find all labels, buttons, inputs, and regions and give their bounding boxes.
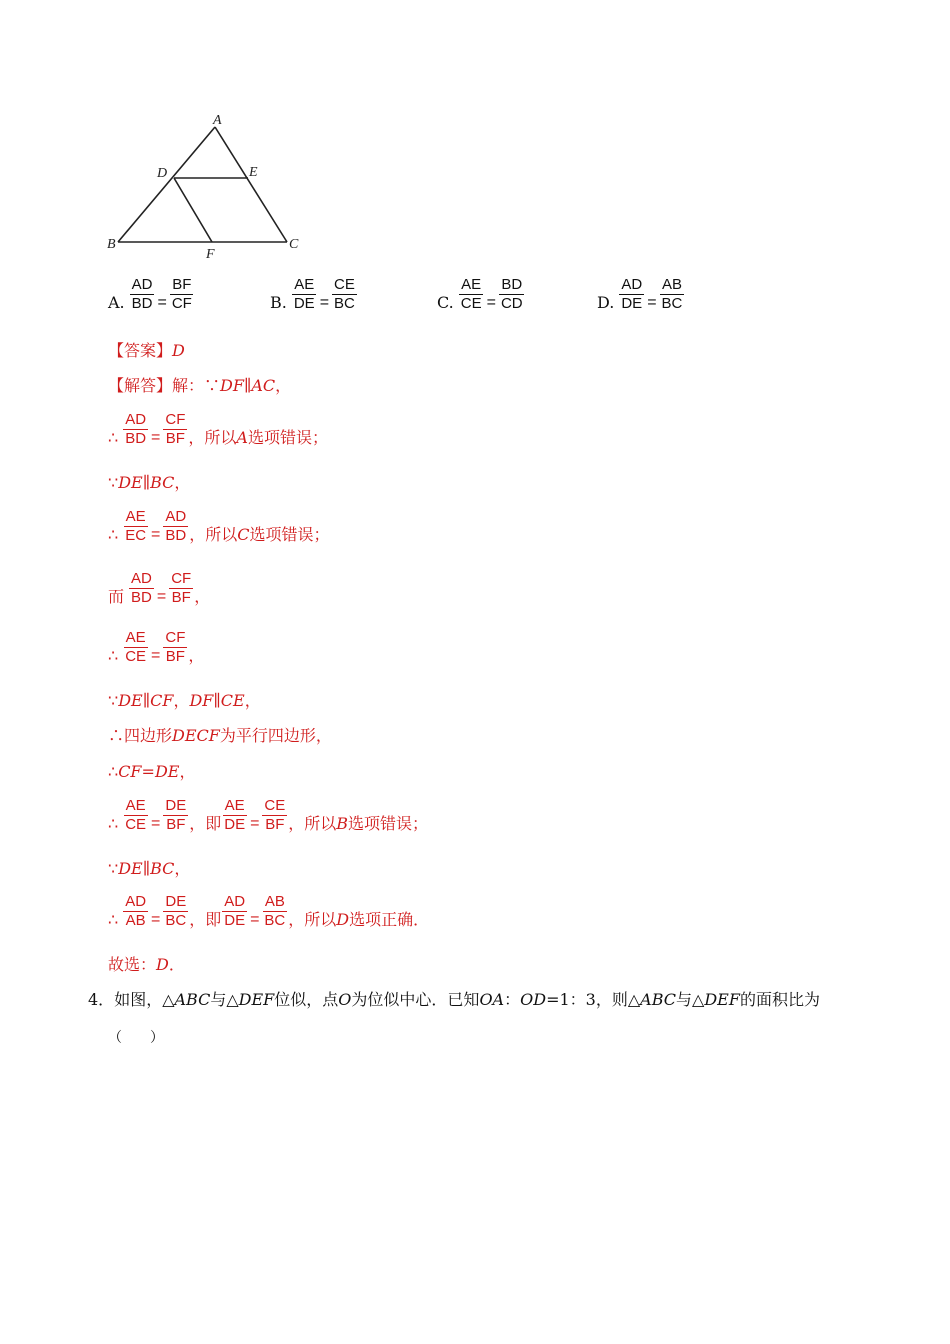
label-b: B <box>107 237 116 252</box>
option-d[interactable]: D. $\frac{AD}{DE}$ = $\frac{AB}{BC}$ <box>597 276 683 312</box>
option-c-label: C. <box>437 293 454 312</box>
analysis-line-4: 而 $\frac{AD}{BD}$ = $\frac{CF}{BF}$ ， <box>108 570 211 606</box>
option-b-fraction-right: $\frac{CE}{BC}$ <box>334 276 355 312</box>
analysis-conclusion: 故选：D． <box>108 955 185 974</box>
label-c: C <box>289 237 299 252</box>
label-e: E <box>249 165 258 180</box>
option-d-fraction-right: $\frac{AB}{BC}$ <box>661 276 683 312</box>
option-b[interactable]: B. $\frac{AE}{DE}$ = $\frac{CE}{BC}$ <box>270 276 355 312</box>
option-d-label: D. <box>597 293 615 312</box>
analysis-line-1: ∴ $\frac{AD}{BD}$ = $\frac{CF}{BF}$ ，所以 A 选项错误； <box>108 411 328 447</box>
answer-value: D <box>172 341 185 360</box>
option-a-fraction-right: $\frac{BF}{CF}$ <box>171 276 192 312</box>
triangle-figure <box>100 105 310 265</box>
analysis-intro: 【解答】解：∵DF∥AC， <box>108 376 292 395</box>
label-d: D <box>157 166 168 181</box>
option-a[interactable]: A. $\frac{AD}{BD}$ = $\frac{BF}{CF}$ <box>108 276 192 312</box>
option-a-label: A. <box>108 293 125 312</box>
question-4: 4．如图，△ABC与△DEF位似，点O为位似中心．已知OA：OD=1：3，则△ABC与△DEF的面积比为 <box>88 990 820 1009</box>
answer-line <box>108 341 185 361</box>
analysis-line-9: ∴ $\frac{AE}{CE}$ = $\frac{DE}{BF}$ ，即 $\frac{AE}{DE}$ = $\frac{CE}{BF}$ ，所以 B 选项错误； <box>108 797 429 833</box>
analysis-line-6: ∵DE∥CF，DF∥CE， <box>108 691 261 710</box>
option-d-fraction-left: $\frac{AD}{DE}$ <box>621 276 643 312</box>
analysis-line-2: ∵DE∥BC， <box>108 473 191 492</box>
analysis-line-5: ∴ $\frac{AE}{CE}$ = $\frac{CF}{BF}$ ， <box>108 629 205 665</box>
option-c[interactable]: C. $\frac{AE}{CE}$ = $\frac{BD}{CD}$ <box>437 276 523 312</box>
question-number: 4． <box>88 990 115 1009</box>
label-a: A <box>213 113 222 128</box>
option-c-fraction-left: $\frac{AE}{CE}$ <box>460 276 482 312</box>
segment-ab <box>118 127 215 242</box>
option-a-fraction-left: $\frac{AD}{BD}$ <box>131 276 153 312</box>
option-b-fraction-left: $\frac{AE}{DE}$ <box>293 276 315 312</box>
analysis-line-3: ∴ $\frac{AE}{EC}$ = $\frac{AD}{BD}$ ，所以 C 选项错误； <box>108 508 330 544</box>
answer-tag: 【答案】 <box>108 341 173 360</box>
label-f: F <box>206 247 215 262</box>
option-c-fraction-right: $\frac{BD}{CD}$ <box>500 276 523 312</box>
question-4-paren: （ ） <box>108 1030 164 1046</box>
analysis-line-7: ∴四边形DECF为平行四边形， <box>108 726 332 745</box>
option-b-label: B. <box>270 293 287 312</box>
analysis-tag: 【解答】 <box>108 376 173 395</box>
segment-ac <box>215 127 287 242</box>
analysis-line-11: ∴ $\frac{AD}{AB}$ = $\frac{DE}{BC}$ ，即 $\frac{AD}{DE}$ = $\frac{AB}{BC}$ ，所以 D 选项正确． <box>108 893 430 929</box>
analysis-line-8: ∴CF=DE， <box>108 762 196 781</box>
segment-df <box>174 178 212 242</box>
analysis-line-10: ∵DE∥BC， <box>108 859 191 878</box>
